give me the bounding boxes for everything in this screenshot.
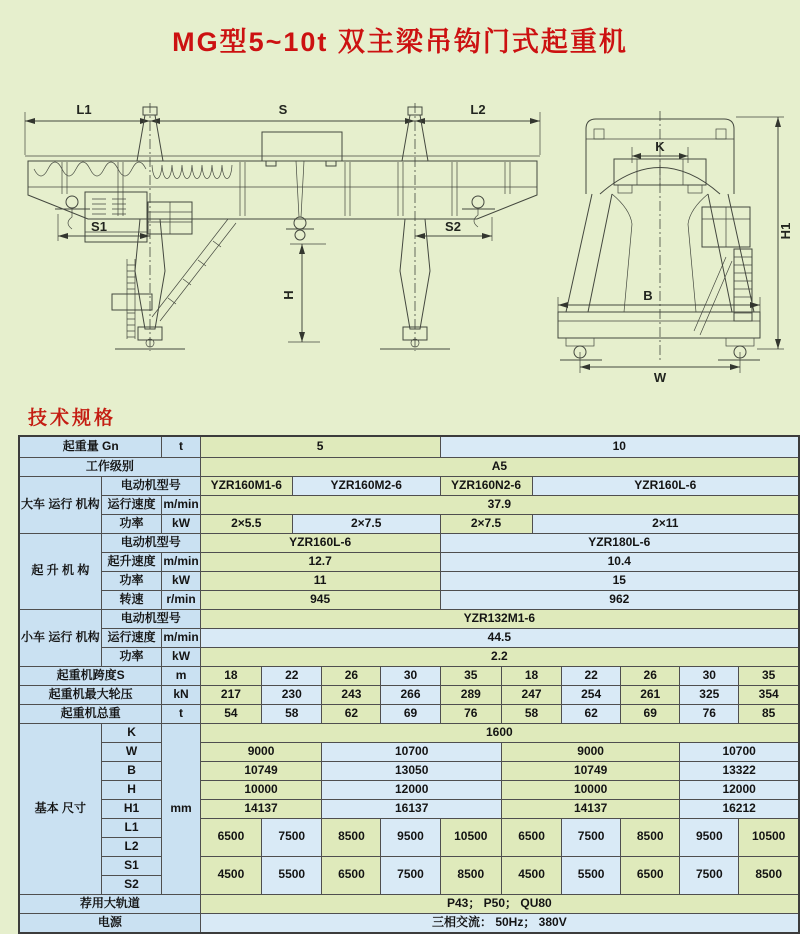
value-cell: 289 [440, 685, 501, 704]
value-cell: 37.9 [200, 495, 799, 514]
value-cell: 58 [262, 704, 322, 723]
value-cell: 4500 [502, 856, 562, 894]
table-row [19, 799, 799, 818]
dim-label-h1: H1 [778, 222, 793, 240]
table-row [19, 495, 799, 514]
row-label-cell: 起重机最大轮压 [19, 685, 162, 704]
row-label-cell: 电动机型号 [101, 533, 200, 552]
row-label-cell: m [162, 666, 200, 685]
table-row [19, 894, 799, 913]
row-label-cell: 运行速度 [101, 628, 162, 647]
dim-label-l2: L2 [470, 102, 486, 117]
value-cell: 2×5.5 [200, 514, 292, 533]
row-label-cell: m/min [162, 495, 200, 514]
value-cell: 26 [621, 666, 680, 685]
value-cell: 69 [381, 704, 440, 723]
value-cell: 10500 [440, 818, 501, 856]
row-label-cell: 大车 运行 机构 [19, 476, 101, 533]
row-label-cell: 小车 运行 机构 [19, 609, 101, 666]
row-label-cell: t [162, 436, 200, 457]
section-heading: 技术规格 [28, 408, 117, 429]
value-cell: 76 [440, 704, 501, 723]
value-cell: 8500 [739, 856, 799, 894]
row-label-cell: 起重机总重 [19, 704, 162, 723]
row-label-cell: kW [162, 514, 200, 533]
value-cell: 5 [200, 436, 440, 457]
value-cell: 三相交流： 50Hz； 380V [200, 913, 799, 933]
hook-block [286, 217, 314, 240]
value-cell: YZR160M2-6 [292, 476, 440, 495]
value-cell: 76 [680, 704, 739, 723]
row-label-cell: K [101, 723, 162, 742]
dimension-s1 [58, 214, 150, 241]
value-cell: 22 [562, 666, 621, 685]
table-row [19, 609, 799, 628]
dim-label-b: B [643, 288, 653, 303]
dim-label-s: S [278, 102, 288, 117]
value-cell: 26 [322, 666, 381, 685]
value-cell: 62 [562, 704, 621, 723]
value-cell: 325 [680, 685, 739, 704]
dim-label-k: K [655, 139, 665, 154]
value-cell: 14137 [200, 799, 322, 818]
value-cell: 22 [262, 666, 322, 685]
row-label-cell: m/min [162, 552, 200, 571]
value-cell: 230 [262, 685, 322, 704]
value-cell: 7500 [381, 856, 440, 894]
technical-drawing [0, 99, 800, 391]
row-label-cell: H [101, 780, 162, 799]
dimension-h [281, 244, 326, 342]
row-label-cell: t [162, 704, 200, 723]
table-row [19, 761, 799, 780]
value-cell: 4500 [200, 856, 261, 894]
value-cell: YZR160N2-6 [440, 476, 532, 495]
row-label-cell: L2 [101, 837, 162, 856]
value-cell: 18 [502, 666, 562, 685]
row-label-cell: 起升速度 [101, 552, 162, 571]
value-cell: YZR132M1-6 [200, 609, 799, 628]
value-cell: 962 [440, 590, 799, 609]
row-label-cell: 基本 尺寸 [19, 723, 101, 894]
table-row [19, 704, 799, 723]
end-view [558, 111, 793, 385]
value-cell: 217 [200, 685, 261, 704]
value-cell: 6500 [200, 818, 261, 856]
table-row [19, 476, 799, 495]
row-label-cell: B [101, 761, 162, 780]
value-cell: 6500 [502, 818, 562, 856]
right-buffer-hook [462, 196, 495, 227]
value-cell: 58 [502, 704, 562, 723]
value-cell: 2×11 [532, 514, 799, 533]
dim-label-s1: S1 [91, 219, 107, 234]
main-elevation-view [25, 102, 540, 351]
value-cell: 10700 [322, 742, 502, 761]
table-row [19, 685, 799, 704]
table-row [19, 647, 799, 666]
value-cell: 247 [502, 685, 562, 704]
table-row [19, 436, 799, 457]
row-label-cell: 功率 [101, 571, 162, 590]
value-cell: 2×7.5 [440, 514, 532, 533]
table-row [19, 780, 799, 799]
value-cell: 13322 [680, 761, 799, 780]
value-cell: 54 [200, 704, 261, 723]
row-label-cell: 电源 [19, 913, 200, 933]
dim-label-w: W [653, 370, 667, 385]
row-label-cell: 起重机跨度S [19, 666, 162, 685]
value-cell: 10000 [200, 780, 322, 799]
table-row [19, 818, 799, 837]
row-label-cell: r/min [162, 590, 200, 609]
crane-drawing-svg [0, 99, 800, 391]
row-label-cell: S1 [101, 856, 162, 875]
value-cell: 7500 [680, 856, 739, 894]
value-cell: 85 [739, 704, 799, 723]
value-cell: A5 [200, 457, 799, 476]
value-cell: 30 [680, 666, 739, 685]
value-cell: 10700 [680, 742, 799, 761]
value-cell: 2.2 [200, 647, 799, 666]
value-cell: 11 [200, 571, 440, 590]
row-label-cell: 荐用大轨道 [19, 894, 200, 913]
table-row [19, 723, 799, 742]
dim-label-l1: L1 [76, 102, 92, 117]
value-cell: 6500 [621, 856, 680, 894]
value-cell: 12000 [322, 780, 502, 799]
table-row [19, 666, 799, 685]
row-label-cell: 电动机型号 [101, 609, 200, 628]
value-cell: 8500 [621, 818, 680, 856]
page-title: MG型5~10t 双主梁吊钩门式起重机 [172, 27, 628, 57]
value-cell: 12.7 [200, 552, 440, 571]
table-row [19, 457, 799, 476]
value-cell: 9500 [381, 818, 440, 856]
value-cell: 62 [322, 704, 381, 723]
value-cell: YZR160L-6 [200, 533, 440, 552]
value-cell: 266 [381, 685, 440, 704]
value-cell: 15 [440, 571, 799, 590]
value-cell: 10 [440, 436, 799, 457]
value-cell: 16137 [322, 799, 502, 818]
value-cell: 30 [381, 666, 440, 685]
end-view-sill [558, 312, 760, 360]
value-cell: 69 [621, 704, 680, 723]
value-cell: 7500 [562, 818, 621, 856]
value-cell: 10500 [739, 818, 799, 856]
row-label-cell: 功率 [101, 647, 162, 666]
value-cell: YZR180L-6 [440, 533, 799, 552]
value-cell: 5500 [262, 856, 322, 894]
value-cell: YZR160M1-6 [200, 476, 292, 495]
value-cell: 10749 [502, 761, 680, 780]
table-row [19, 552, 799, 571]
row-label-cell: 起重量 Gn [19, 436, 162, 457]
value-cell: 35 [440, 666, 501, 685]
value-cell: YZR160L-6 [532, 476, 799, 495]
value-cell: 9000 [200, 742, 322, 761]
value-cell: 9000 [502, 742, 680, 761]
row-label-cell: 电动机型号 [101, 476, 200, 495]
value-cell: 16212 [680, 799, 799, 818]
value-cell: 6500 [322, 856, 381, 894]
value-cell: 13050 [322, 761, 502, 780]
value-cell: 243 [322, 685, 381, 704]
table-row [19, 514, 799, 533]
row-label-cell: kW [162, 571, 200, 590]
row-label-cell: L1 [101, 818, 162, 837]
value-cell: 10000 [502, 780, 680, 799]
table-row [19, 856, 799, 875]
girder [25, 156, 540, 219]
row-label-cell: 功率 [101, 514, 162, 533]
value-cell: 35 [739, 666, 799, 685]
row-label-cell: mm [162, 723, 200, 894]
value-cell: 12000 [680, 780, 799, 799]
value-cell: 1600 [200, 723, 799, 742]
table-row [19, 628, 799, 647]
value-cell: 254 [562, 685, 621, 704]
value-cell: 18 [200, 666, 261, 685]
dimension-w [580, 352, 740, 385]
table-row [19, 913, 799, 933]
stairway [112, 219, 236, 339]
trolley [262, 132, 342, 217]
value-cell: 261 [621, 685, 680, 704]
value-cell: 10.4 [440, 552, 799, 571]
value-cell: 2×7.5 [292, 514, 440, 533]
value-cell: 8500 [440, 856, 501, 894]
value-cell: 44.5 [200, 628, 799, 647]
value-cell: 8500 [322, 818, 381, 856]
value-cell: 7500 [262, 818, 322, 856]
spec-table [18, 435, 800, 934]
row-label-cell: H1 [101, 799, 162, 818]
row-label-cell: kN [162, 685, 200, 704]
table-row [19, 590, 799, 609]
end-view-machinery [694, 207, 752, 335]
dim-label-s2: S2 [445, 219, 461, 234]
value-cell: P43； P50； QU80 [200, 894, 799, 913]
value-cell: 10749 [200, 761, 322, 780]
row-label-cell: 起 升 机 构 [19, 533, 101, 609]
value-cell: 945 [200, 590, 440, 609]
row-label-cell: 工作级别 [19, 457, 200, 476]
row-label-cell: m/min [162, 628, 200, 647]
table-row [19, 571, 799, 590]
row-label-cell: kW [162, 647, 200, 666]
value-cell: 354 [739, 685, 799, 704]
catalog-page [0, 20, 800, 929]
row-label-cell: W [101, 742, 162, 761]
row-label-cell: S2 [101, 875, 162, 894]
top-dimension-chain [25, 102, 540, 155]
value-cell: 5500 [562, 856, 621, 894]
dim-label-h: H [281, 290, 296, 300]
value-cell: 14137 [502, 799, 680, 818]
dimension-h1 [736, 117, 793, 349]
table-row [19, 533, 799, 552]
value-cell: 9500 [680, 818, 739, 856]
table-row [19, 742, 799, 761]
row-label-cell: 运行速度 [101, 495, 162, 514]
row-label-cell: 转速 [101, 590, 162, 609]
